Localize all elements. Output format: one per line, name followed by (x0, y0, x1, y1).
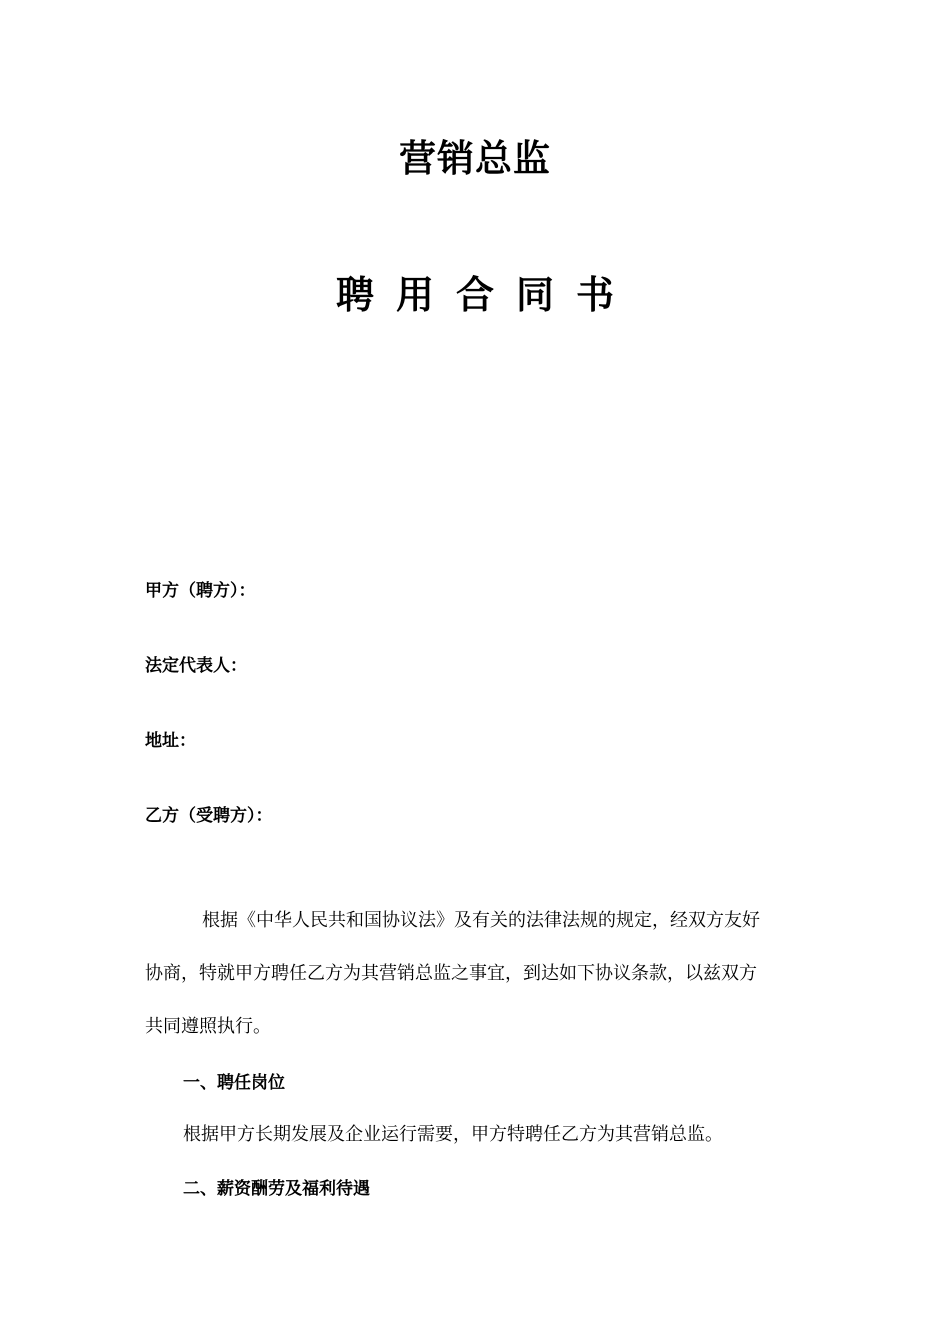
party-b-label: 乙方（受聘方）： (145, 806, 273, 826)
address-label: 地址： (145, 731, 196, 751)
preamble-line: 协商，特就甲方聘任乙方为其营销总监之事宜，到达如下协议条款，以兹双方 (145, 963, 757, 984)
preamble-line: 根据《中华人民共和国协议法》及有关的法律法规的规定，经双方友好 (202, 910, 760, 931)
section-heading-compensation: 二、薪资酬劳及福利待遇 (183, 1179, 370, 1199)
section-heading-position: 一、聘任岗位 (183, 1073, 285, 1093)
preamble-line: 共同遵照执行。 (145, 1016, 271, 1037)
document-title: 营销总监 (399, 136, 551, 180)
document-subtitle: 聘用合同书 (335, 272, 636, 317)
preamble-paragraph (145, 894, 800, 1053)
legal-representative-label: 法定代表人： (145, 656, 247, 676)
party-a-label: 甲方（聘方）： (145, 581, 256, 601)
section-body-position: 根据甲方长期发展及企业运行需要，甲方特聘任乙方为其营销总监。 (183, 1124, 723, 1145)
